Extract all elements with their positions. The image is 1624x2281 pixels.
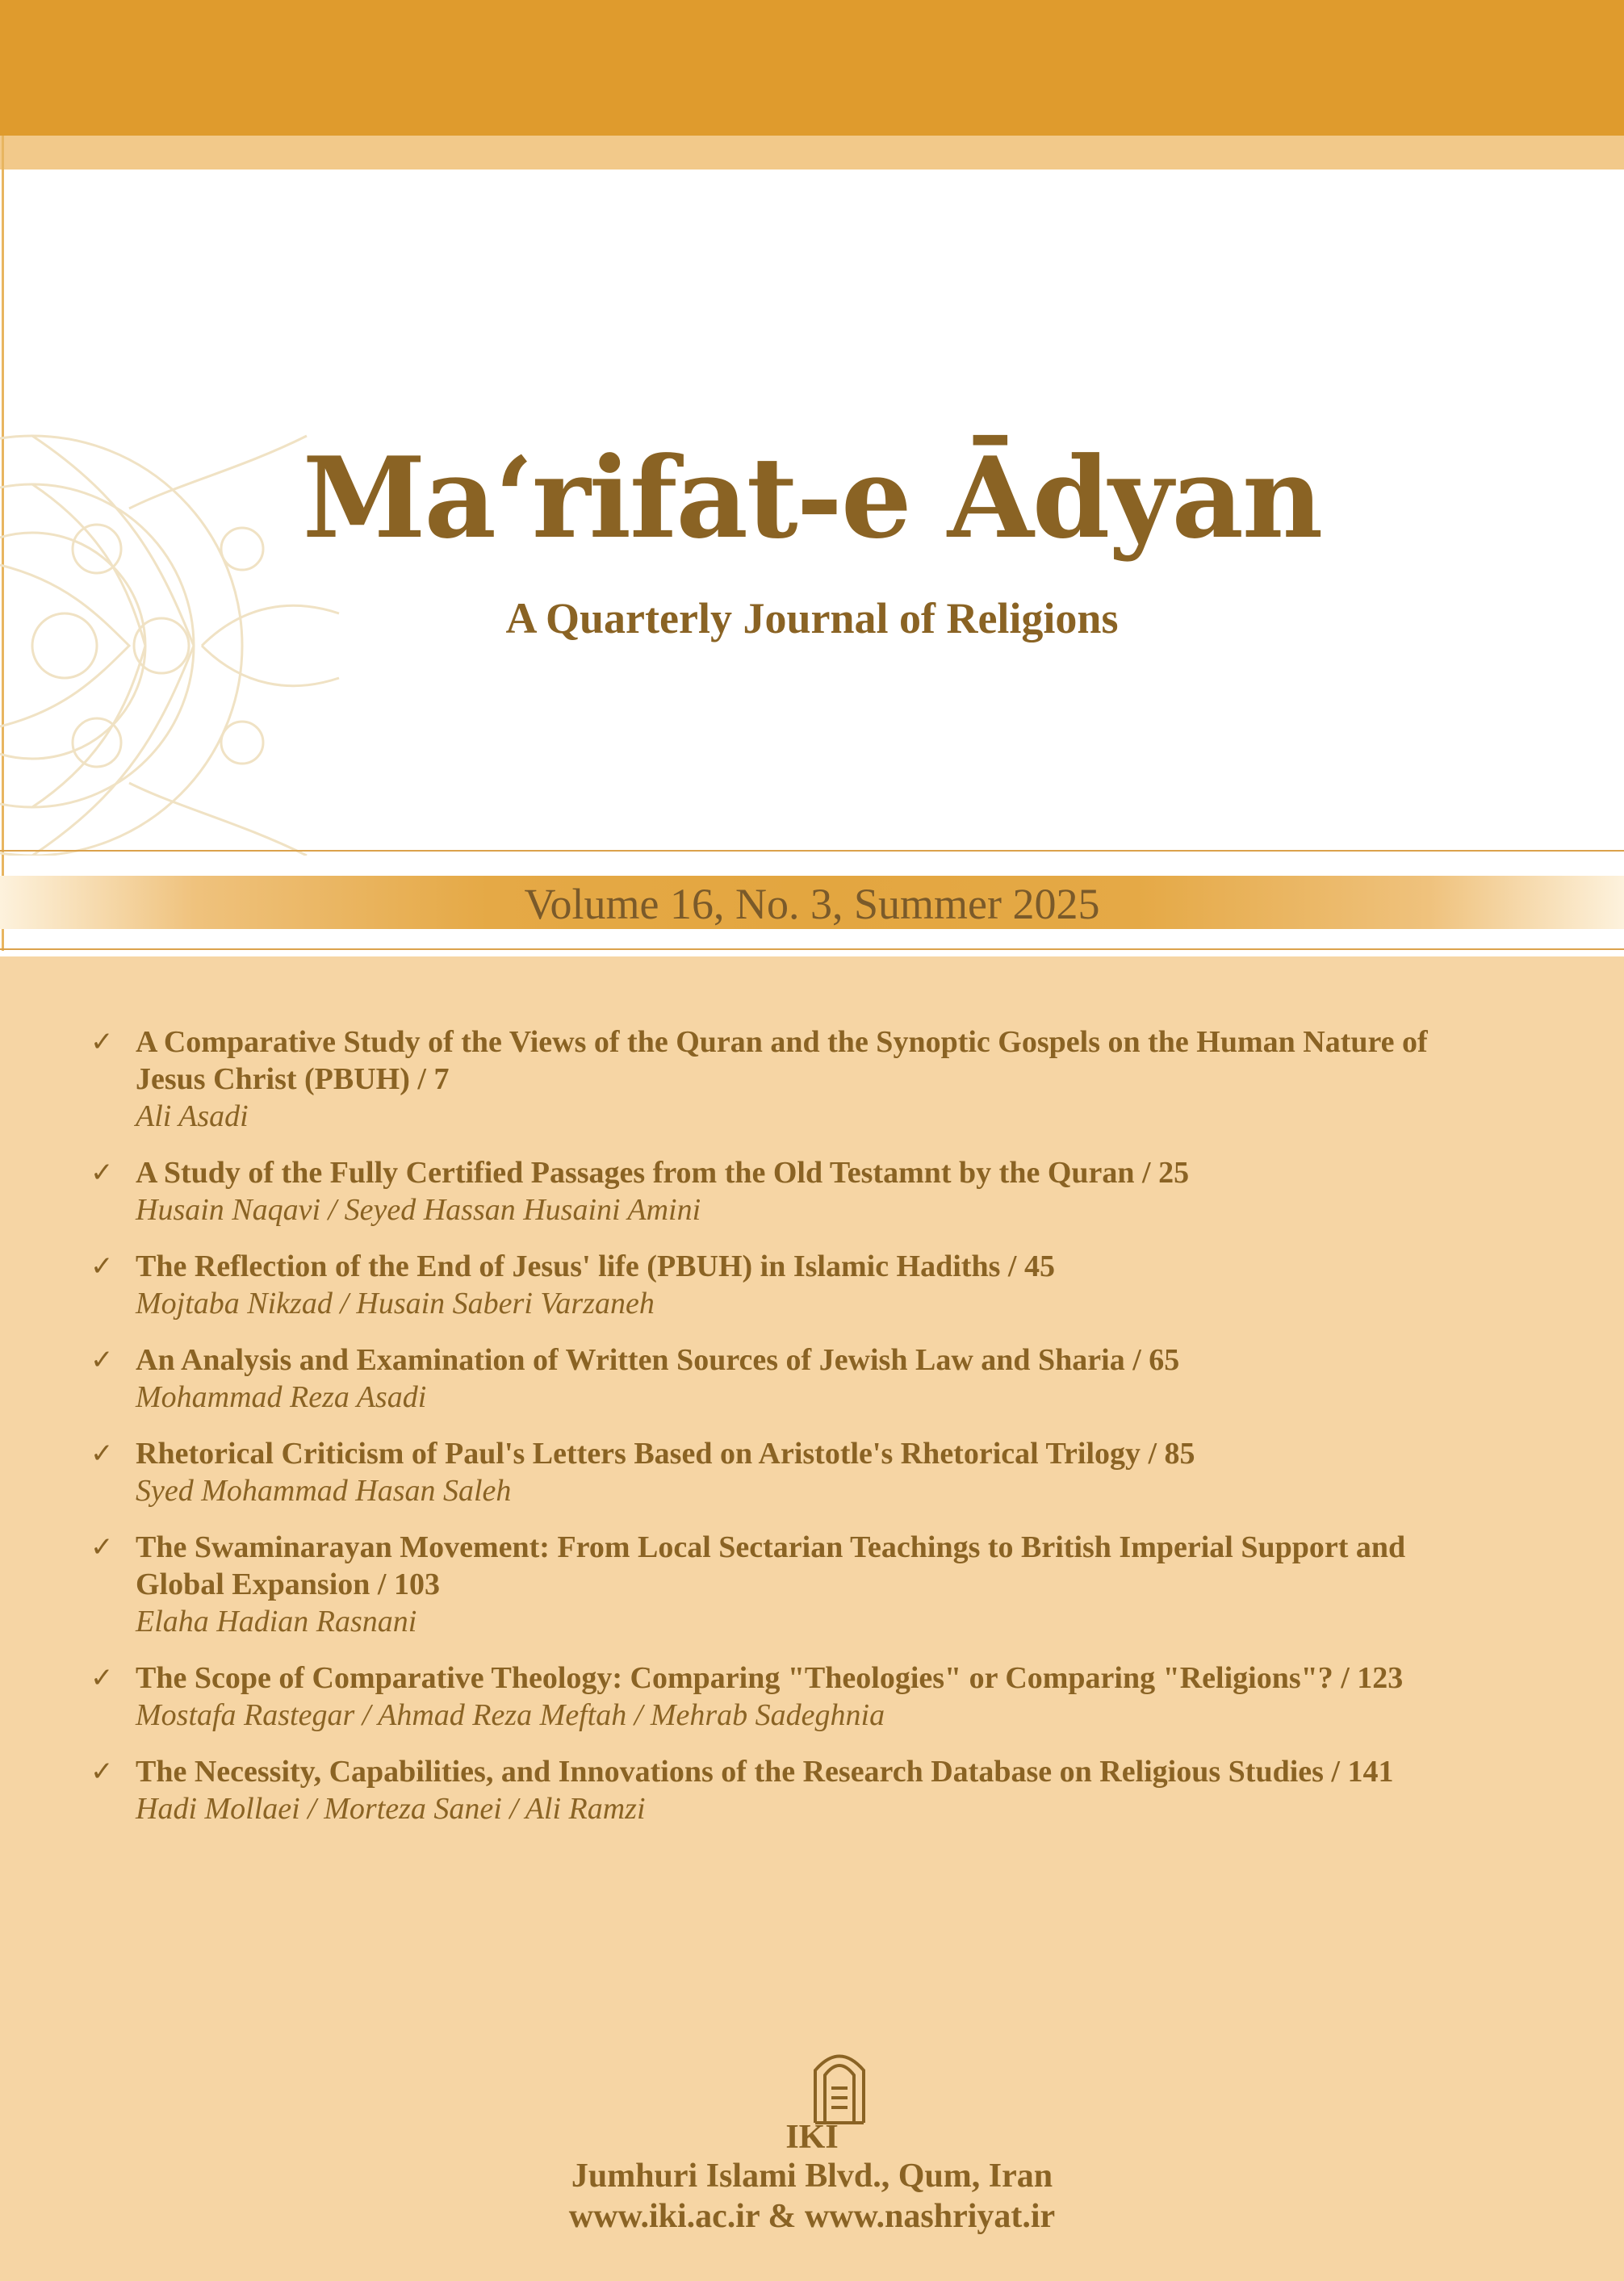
list-item (0, 1341, 1475, 1416)
list-item (0, 1659, 1475, 1734)
article-authors: Mojtaba Nikzad / Husain Saberi Varzaneh (136, 1287, 655, 1320)
list-item (0, 1023, 1475, 1135)
check-icon: ✓ (90, 1026, 114, 1058)
article-authors: Syed Mohammad Hasan Saleh (136, 1474, 512, 1508)
volume-issue: Volume 16, No. 3, Summer 2025 (524, 880, 1100, 928)
check-icon: ✓ (90, 1531, 114, 1563)
list-item (0, 1248, 1475, 1322)
article-authors: Hadi Mollaei / Morteza Sanei / Ali Ramzi (136, 1792, 646, 1826)
article-authors: Mostafa Rastegar / Ahmad Reza Meftah / Mehrab Sadeghnia (136, 1698, 885, 1732)
article-title: Rhetorical Criticism of Paul's Letters Based on Aristotle's Rhetorical Trilogy / 85 (136, 1437, 1195, 1471)
article-title: An Analysis and Examination of Written Sources of Jewish Law and Sharia / 65 (136, 1343, 1180, 1377)
top-light-band (0, 136, 1624, 170)
article-authors: Mohammad Reza Asadi (136, 1380, 427, 1414)
divider-rule-bottom (0, 948, 1624, 950)
check-icon: ✓ (90, 1438, 114, 1470)
list-item (0, 1435, 1475, 1509)
article-authors: Ali Asadi (136, 1099, 249, 1133)
check-icon: ✓ (90, 1756, 114, 1788)
iki-logo-icon (807, 2038, 872, 2127)
check-icon: ✓ (90, 1662, 114, 1694)
journal-title: Maʻrifat-e Ādyan (302, 432, 1322, 563)
check-icon: ✓ (90, 1344, 114, 1376)
article-authors: Elaha Hadian Rasnani (136, 1605, 417, 1639)
publisher-websites: www.iki.ac.ir & www.nashriyat.ir (568, 2198, 1056, 2235)
check-icon: ✓ (90, 1250, 114, 1283)
publisher-address: Jumhuri Islami Blvd., Qum, Iran (571, 2158, 1053, 2195)
article-title: The Necessity, Capabilities, and Innovations of the Research Database on Religious Studies / 141 (136, 1755, 1394, 1789)
article-authors: Husain Naqavi / Seyed Hassan Husaini Amini (136, 1193, 701, 1227)
article-title: A Comparative Study of the Views of the Quran and the Synoptic Gospels on the Human Nature of Jesus Christ (PBUH) / 7 (136, 1025, 1428, 1096)
article-title: The Swaminarayan Movement: From Local Sectarian Teachings to British Imperial Support and Global Expansion / 103 (136, 1530, 1406, 1601)
article-title: The Reflection of the End of Jesus' life (PBUH) in Islamic Hadiths / 45 (136, 1249, 1055, 1283)
check-icon: ✓ (90, 1157, 114, 1189)
list-item (0, 1154, 1475, 1228)
table-of-contents (0, 1023, 1624, 1847)
top-color-band (0, 0, 1624, 136)
publisher-name: IKI (785, 2119, 839, 2156)
list-item (0, 1753, 1475, 1827)
list-item (0, 1529, 1475, 1640)
journal-subtitle: A Quarterly Journal of Religions (505, 594, 1119, 642)
article-title: The Scope of Comparative Theology: Comparing "Theologies" or Comparing "Religions"? / 123 (136, 1661, 1404, 1695)
divider-rule-top (0, 850, 1624, 852)
article-title: A Study of the Fully Certified Passages from the Old Testamnt by the Quran / 25 (136, 1156, 1190, 1190)
